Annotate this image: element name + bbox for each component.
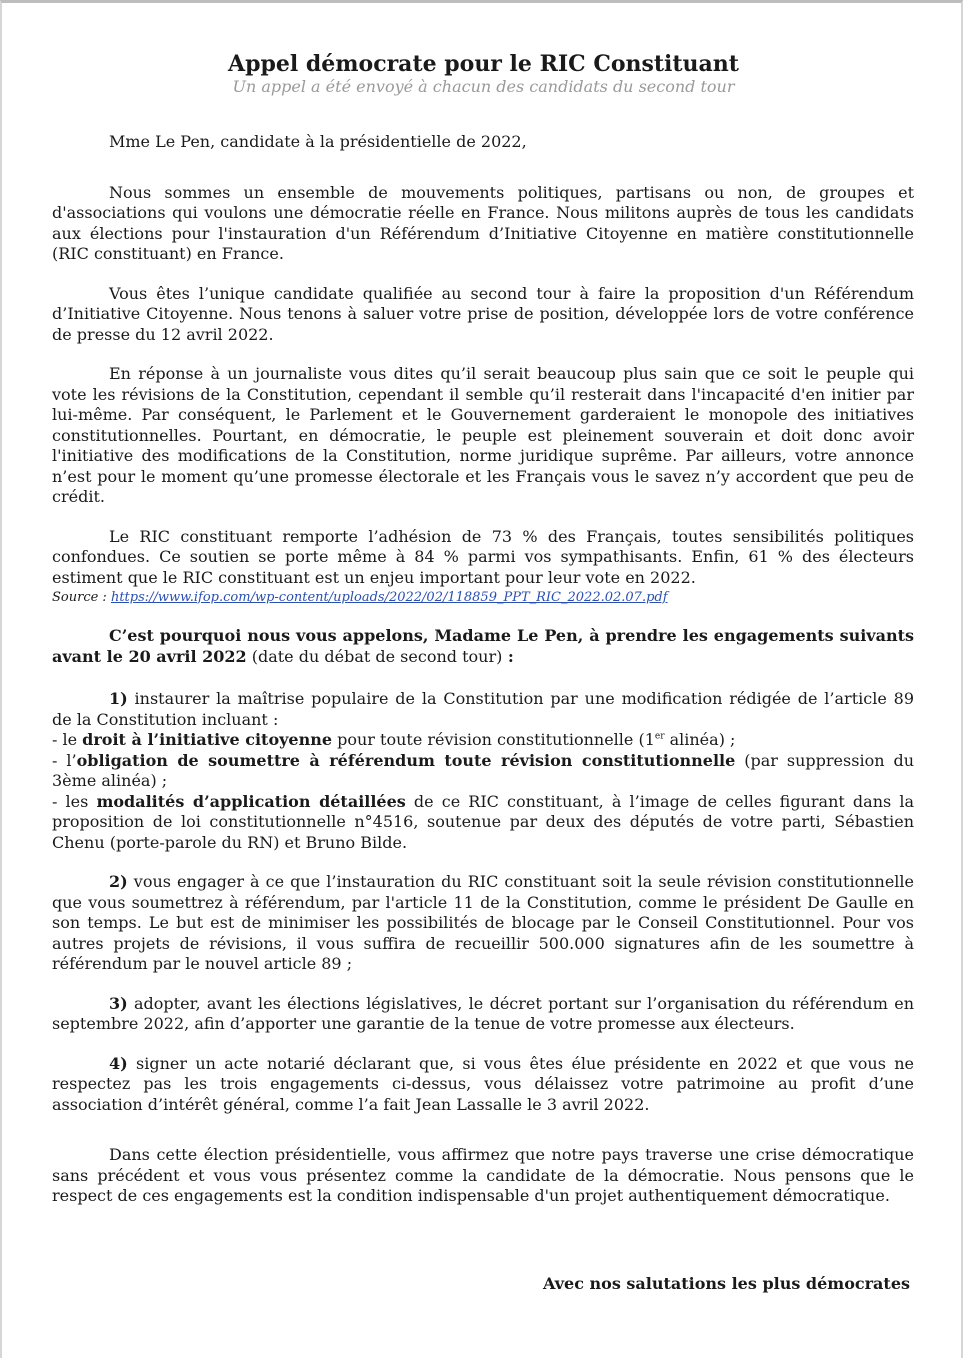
source-line: [52, 588, 914, 607]
paragraph-conclusion: Dans cette élection présidentielle, vous affirmez que notre pays traverse une crise démocratique sans précédent et vous vous présentez comme la candidate de la démocratie. Nous pensons que le respect de ces engagements est la condition indispensable d'un projet authentiquement démocratique.: [52, 1145, 914, 1205]
page-subtitle: Un appel a été envoyé à chacun des candidats du second tour: [232, 77, 735, 96]
item-1-bullet-2: [52, 751, 914, 792]
item-1: [52, 689, 914, 853]
item-2-text: vous engager à ce que l’instauration du RIC constituant soit la seule révision constitutionnelle que vous soumettrez à référendum, par l'article 11 de la Constitution, comme le président De Gaulle en son temps. Le but est de minimiser les possibilités de blocage par le Conseil Constitutionnel. Pour vos autres projets de révisions, il vous suffira de recueillir 500.000 signatures afin de les soumettre à référendum par le nouvel article 89 ;: [52, 872, 914, 973]
item-2-number: 2): [109, 872, 128, 891]
source-label: Source :: [52, 590, 107, 605]
bullet-bold: modalités d’application détaillées: [96, 791, 406, 811]
bullet-bold: obligation de soumettre à référendum toute révision constitutionnelle: [76, 750, 736, 770]
closing-signoff: Avec nos salutations les plus démocrates: [542, 1274, 910, 1293]
bullet-end: alinéa) ;: [664, 730, 736, 749]
item-1-text: instaurer la maîtrise populaire de la Constitution par une modification rédigée de l’article 89 de la Constitution incluant :: [52, 689, 914, 729]
item-3: [52, 994, 914, 1035]
bullet-post: de ce RIC constituant, à l’image de celles figurant dans la proposition de loi constitutionnelle n°4516, soutenue par deux des députés de votre parti, Sébastien Chenu (porte-parole du RN) et Bruno Bilde.: [52, 791, 915, 852]
item-4-text: signer un acte notarié déclarant que, si vous êtes élue présidente en 2022 et que vous ne respectez pas les trois engagements ci-dessus, vous délaissez votre patrimoine au profit d’une association d’intérêt général, comme l’a fait Jean Lassalle le 3 avril 2022.: [52, 1053, 914, 1114]
paragraph-candidate: Vous êtes l’unique candidate qualifiée au second tour à faire la proposition d'un Référendum d’Initiative Citoyenne. Nous tenons à saluer votre prise de position, développée lors de votre conférence de presse du 12 avril 2022.: [52, 283, 914, 344]
item-3-number: 3): [109, 993, 128, 1013]
call-normal: (date du débat de second tour): [246, 646, 503, 666]
item-4-number: 4): [109, 1053, 128, 1073]
paragraph-intro: Nous sommes un ensemble de mouvements politiques, partisans ou non, de groupes et d'associations qui voulons une démocratie réelle en France. Nous militons auprès de tous les candidats aux élections pour l'instauration d'un Référendum d’Initiative Citoyenne en matière constitutionnelle (RIC constituant) en France.: [52, 182, 914, 263]
bullet-prefix: - le: [52, 730, 83, 749]
bullet-post: pour toute révision constitutionnelle (1: [332, 730, 655, 749]
item-1-bullet-3: [52, 792, 914, 854]
item-3-text: adopter, avant les élections législatives, le décret portant sur l’organisation du référendum en septembre 2022, afin d’apporter une garantie de la tenue de votre promesse aux électeurs.: [52, 993, 914, 1033]
bullet-bold: droit à l’initiative citoyenne: [82, 730, 333, 749]
call-end: :: [502, 646, 514, 666]
item-1-bullet-1: [52, 730, 914, 751]
source-link[interactable]: https://www.ifop.com/wp-content/uploads/2022/02/118859_PPT_RIC_2022.02.07.pdf: [110, 590, 668, 605]
item-1-lead: [52, 689, 914, 730]
bullet-prefix: - les: [52, 791, 97, 811]
call-bold: C’est pourquoi nous vous appelons, Madame Le Pen, à prendre les engagements suivants avant le 20 avril 2022: [52, 626, 914, 666]
paragraph-response: En réponse à un journaliste vous dites qu’il serait beaucoup plus sain que ce soit le peuple qui vote les révisions de la Constitution, cependant il semble qu’il resterait dans l'incapacité d'en initier par lui-même. Par conséquent, le Parlement et le Gouvernement garderaient le monopole des initiatives constitutionnelles. Pourtant, en démocratie, le peuple est pleinement souverain et doit donc avoir l'initiative des modifications de la Constitution, norme juridique suprême. Par ailleurs, votre annonce n’est pour le moment qu’une promesse électorale et les Français vous le savez n’y accordent que peu de crédit.: [52, 364, 914, 506]
bullet-sup: er: [654, 731, 665, 742]
page-title: Appel démocrate pour le RIC Constituant: [228, 51, 739, 77]
item-4: [52, 1054, 914, 1116]
paragraph-stats: Le RIC constituant remporte l’adhésion de 73 % des Français, toutes sensibilités politiques confondues. Ce soutien se porte même à 84 % parmi vos sympathisants. Enfin, 61 % des électeurs estiment que le RIC constituant est un enjeu important pour leur vote en 2022.: [52, 526, 914, 587]
letter-body: [52, 132, 914, 1207]
bullet-prefix: - l’: [52, 750, 77, 770]
bullet-post: (par suppression du 3ème alinéa) ;: [52, 750, 915, 790]
call-paragraph: [52, 626, 914, 667]
item-2: [52, 872, 914, 975]
item-1-number: 1): [109, 689, 128, 708]
salutation: Mme Le Pen, candidate à la présidentielle de 2022,: [109, 132, 527, 151]
